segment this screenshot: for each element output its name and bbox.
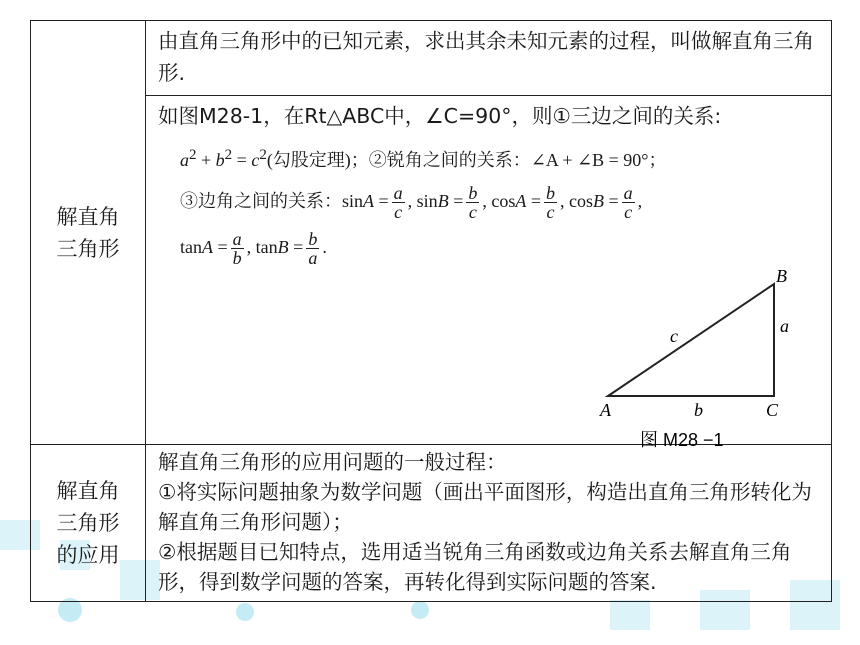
figure-caption: 图 M28 −1 (640, 430, 724, 450)
row2-content (146, 445, 832, 602)
side-a-label: a (780, 316, 789, 336)
vertex-c-label: C (766, 400, 779, 420)
vertex-b-label: B (776, 266, 787, 286)
tan-line: tanA = $\frac{a}{b}$ , tanB = $\frac{b}{a}$ . (180, 229, 327, 269)
definition-text: 由直角三角形中的已知元素，求出其余未知元素的过程，叫做解直角三角形. (146, 21, 831, 96)
pythagoras-line: $a^2 + b^2 = c^2$(勾股定理)；②锐角之间的关系：∠A + ∠B = 90°； (180, 147, 667, 170)
right-triangle (608, 284, 774, 396)
row-label-solve-right-triangle (31, 21, 146, 445)
angle-relation: ∠A + ∠B = 90°； (530, 150, 667, 170)
side-angle-line: ③边角之间的关系：sinA = $\frac{a}{c}$ , sinB = $\frac{b}{c}$ , cosA = $\frac{b}{c}$ , cosB = $\frac{a}{c}$ , (180, 183, 643, 223)
row2-label-text: 解直角 三角形 的应用 (56, 479, 120, 567)
side-c-label: c (670, 326, 678, 346)
application-text: 解直角三角形的应用问题的一般过程： ①将实际问题抽象为数学问题（画出平面图形，构造出直角三角形转化为解直角三角形问题）； ②根据题目已知特点，选用适当锐角三角函数或边角关系去解直角三角形，得到数学问题的答案，再转化得到实际问题的答案. (158, 450, 812, 594)
side-b-label: b (694, 400, 703, 420)
pythagoras-tail: (勾股定理)；②锐角之间的关系： (266, 150, 531, 170)
relations-intro: 如图M28-1，在Rt△ABC中，∠C=90°，则①三边之间的关系: (158, 104, 722, 128)
triangle-figure (570, 260, 800, 460)
vertex-a-label: A (600, 400, 611, 420)
row1-label-text: 解直角 三角形 (56, 204, 120, 261)
side-angle-intro: ③边角之间的关系： (180, 191, 342, 211)
row-label-application (31, 445, 146, 602)
